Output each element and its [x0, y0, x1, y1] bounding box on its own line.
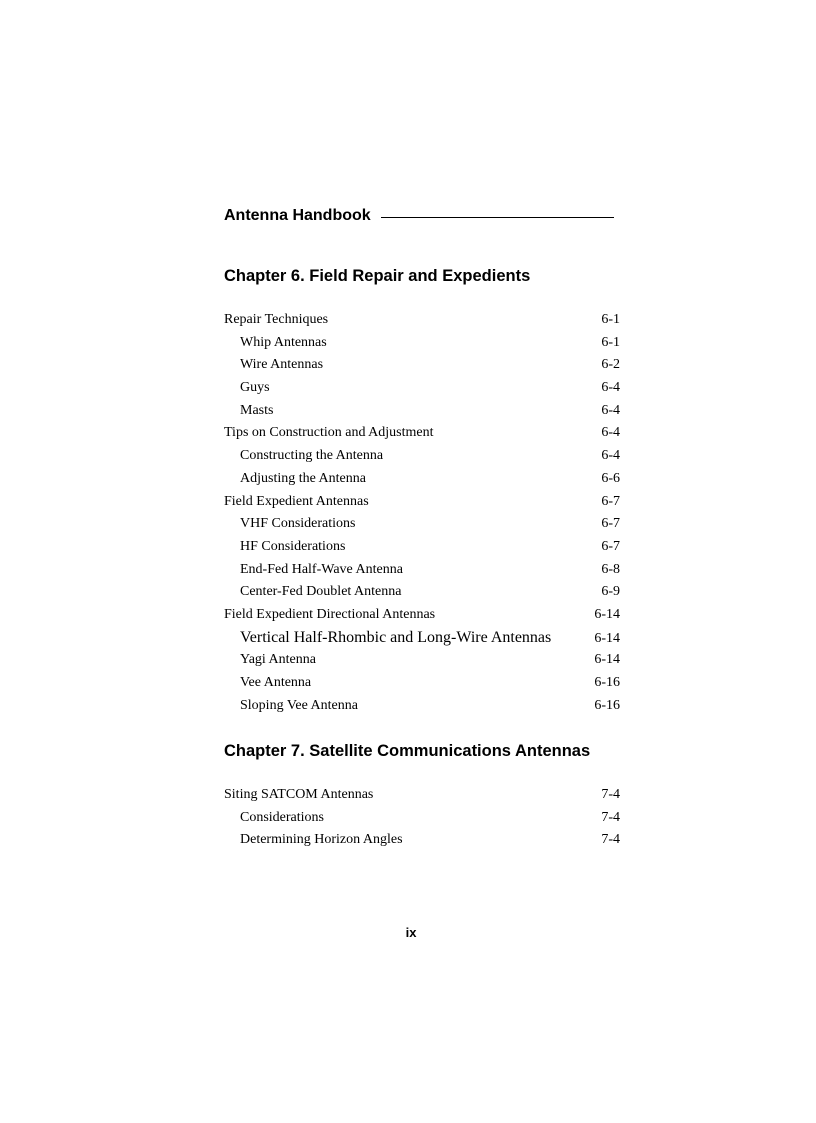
toc-entry-page: 6-16	[594, 697, 620, 713]
toc-entry-title: Sloping Vee Antenna	[240, 697, 358, 713]
toc-entry-title: Yagi Antenna	[240, 652, 316, 668]
toc-entry-page: 7-4	[601, 832, 620, 848]
toc-entry-page: 6-8	[601, 561, 620, 577]
toc-entry-page: 6-4	[601, 448, 620, 464]
toc-entry[interactable]	[224, 377, 620, 400]
toc-entry-page: 6-1	[601, 334, 620, 350]
chapter-6-heading: Chapter 6. Field Repair and Expedients	[224, 267, 531, 285]
toc-entry-page: 7-4	[601, 809, 620, 825]
toc-entry-title: Siting SATCOM Antennas	[224, 787, 374, 802]
toc-entry-title: End-Fed Half-Wave Antenna	[240, 561, 403, 577]
toc-entry[interactable]	[224, 695, 620, 718]
toc-entry-page: 6-4	[601, 402, 620, 418]
toc-entry[interactable]	[224, 559, 620, 582]
toc-entry-title: HF Considerations	[240, 538, 346, 554]
toc-entry-page: 6-16	[594, 675, 620, 690]
toc-entry-page: 6-6	[601, 470, 620, 486]
toc-entry-page: 7-4	[601, 787, 620, 802]
toc-entry-page: 6-14	[594, 606, 620, 622]
toc-entry-title: Whip Antennas	[240, 334, 327, 350]
toc-entry[interactable]	[224, 829, 620, 852]
toc-entry-title: Determining Horizon Angles	[240, 832, 403, 848]
toc-entry-title: Adjusting the Antenna	[240, 470, 366, 486]
toc-entry-title: Center-Fed Doublet Antenna	[240, 584, 402, 600]
toc-entry-page: 6-14	[594, 652, 620, 668]
chapter-7-toc	[224, 784, 620, 852]
toc-entry[interactable]	[224, 581, 620, 604]
toc-entry[interactable]	[224, 784, 620, 807]
toc-entry[interactable]	[224, 513, 620, 536]
toc-entry-title: Field Expedient Directional Antennas	[224, 606, 436, 622]
toc-entry-page: 6-7	[601, 538, 620, 554]
toc-entry-title: Guys	[240, 380, 270, 396]
running-head-rule	[381, 217, 614, 218]
toc-entry-title: Masts	[240, 402, 274, 418]
toc-entry[interactable]	[224, 627, 620, 650]
toc-entry[interactable]	[224, 309, 620, 332]
toc-entry-page: 6-7	[601, 493, 620, 509]
toc-entry[interactable]	[224, 672, 620, 695]
toc-entry-title: Tips on Construction and Adjustment	[224, 425, 434, 441]
toc-entry-title: VHF Considerations	[240, 516, 356, 532]
toc-entry[interactable]	[224, 491, 620, 514]
chapter-6-toc	[224, 309, 620, 717]
toc-entry-title: Vertical Half-Rhombic and Long-Wire Antennas	[240, 628, 552, 646]
toc-entry[interactable]	[224, 332, 620, 355]
toc-entry-page: 6-14	[594, 630, 620, 646]
toc-entry-page: 6-7	[601, 516, 620, 532]
toc-entry[interactable]	[224, 536, 620, 559]
toc-entry[interactable]	[224, 604, 620, 627]
toc-entry-page: 6-9	[601, 584, 620, 600]
toc-entry-page: 6-1	[601, 312, 620, 327]
toc-entry-page: 6-4	[601, 380, 620, 396]
toc-entry[interactable]	[224, 649, 620, 672]
toc-entry[interactable]	[224, 400, 620, 423]
toc-entry[interactable]	[224, 445, 620, 468]
page-number: ix	[405, 925, 417, 940]
toc-entry[interactable]	[224, 422, 620, 445]
toc-entry-title: Vee Antenna	[240, 675, 312, 690]
toc-entry[interactable]	[224, 468, 620, 491]
toc-entry[interactable]	[224, 807, 620, 830]
toc-entry[interactable]	[224, 354, 620, 377]
toc-entry-title: Wire Antennas	[240, 357, 324, 373]
toc-entry-title: Repair Techniques	[224, 312, 329, 327]
toc-entry-page: 6-4	[601, 425, 620, 441]
toc-entry-title: Constructing the Antenna	[240, 448, 384, 464]
toc-entry-title: Considerations	[240, 809, 324, 825]
toc-entry-title: Field Expedient Antennas	[224, 493, 369, 509]
running-head	[224, 207, 614, 225]
toc-entry-page: 6-2	[601, 357, 620, 373]
chapter-7-heading: Chapter 7. Satellite Communications Antennas	[224, 742, 591, 760]
running-head-title: Antenna Handbook	[224, 207, 371, 224]
